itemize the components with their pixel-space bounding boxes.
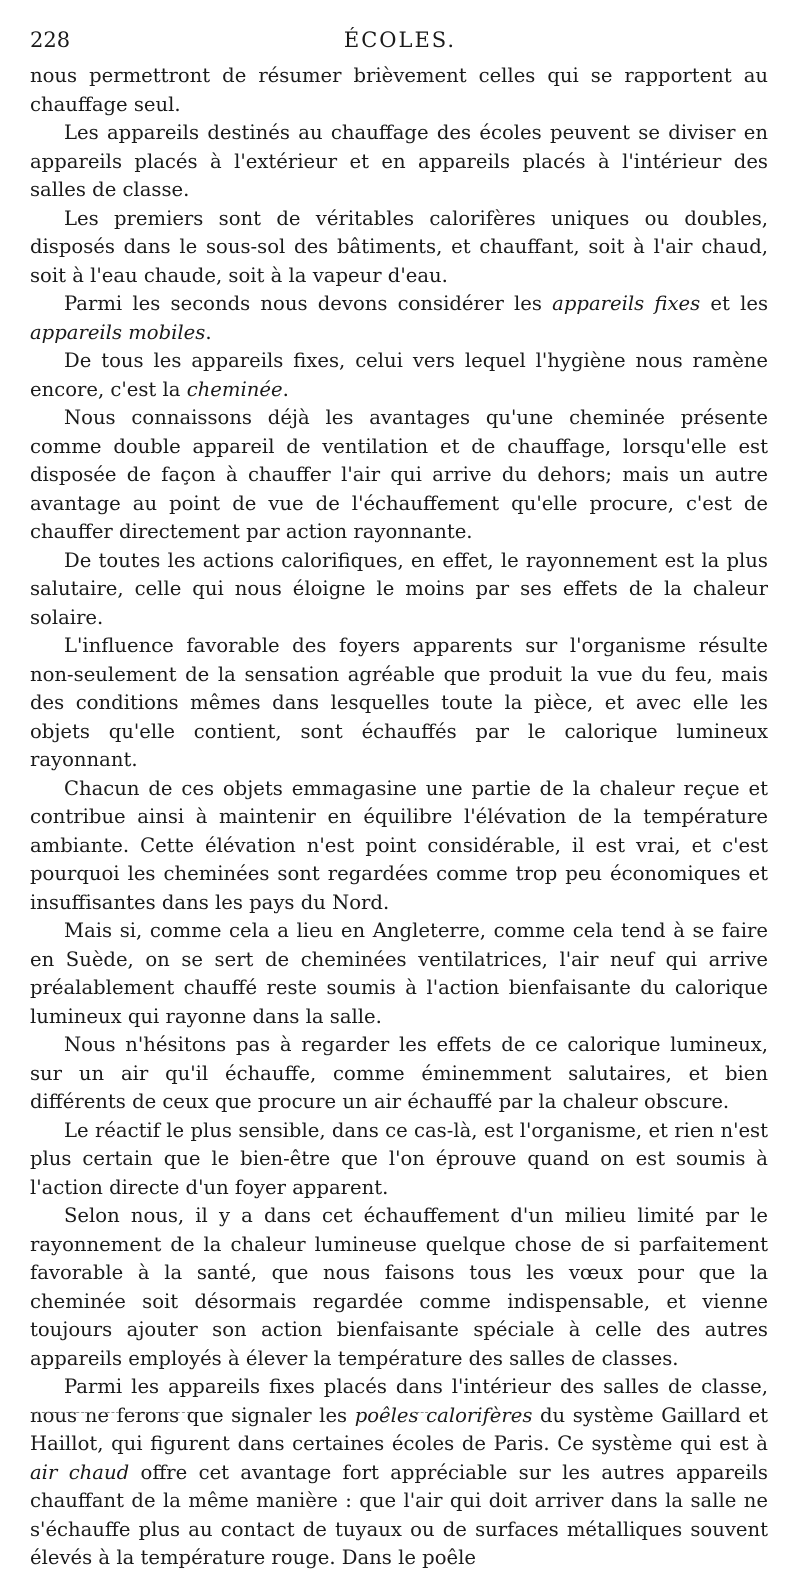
text-run: Selon nous, il y a dans cet échauffement d'un milieu limité par le rayonnement de la chaleur lumineuse quelque chose de si parfaitement favorable à la santé, que nous faisons tous les vœux pour que la cheminée soit désormais regardée comme indispensable, et vienne toujours ajouter son action bienfaisante spéciale à celle des autres appareils employés à élever la température des salles de classes.: [30, 1204, 768, 1370]
paragraph: [30, 404, 768, 547]
text-run: Parmi les appareils fixes placés dans l'intérieur des salles de classe, nous ne ferons que signaler les: [30, 1375, 768, 1427]
paragraph: [30, 62, 768, 119]
text-run: et les: [700, 292, 769, 315]
text-run: Parmi les seconds nous devons considérer les: [64, 292, 553, 315]
footer-print-marks: [30, 1408, 770, 1418]
text-run: offre cet avantage fort appréciable sur les autres appareils chauffant de la même manière : que l'air qui doit arriver dans la salle ne s'échauffe plus au contact de tuyaux ou de surfaces métalliques souvent élevés à la température rouge. Dans le poêle: [30, 1460, 768, 1569]
paragraph: [30, 1373, 768, 1573]
paragraph: [30, 917, 768, 1031]
paragraph: [30, 547, 768, 633]
paragraph: [30, 775, 768, 918]
paragraph: [30, 290, 768, 347]
print-mark: [412, 1412, 428, 1413]
italic-term: air chaud: [30, 1460, 130, 1484]
text-run: Chacun de ces objets emmagasine une partie de la chaleur reçue et contribue ainsi à maintenir en équilibre l'élévation de la température ambiante. Cette élévation n'est point considérable, il est vrai, et c'est pourquoi les cheminées sont regardées comme trop peu économiques et insuffisantes dans les pays du Nord.: [30, 776, 768, 914]
page-number: 228: [30, 28, 71, 52]
chapter-title: ÉCOLES.: [343, 28, 457, 52]
paragraph: [30, 347, 768, 404]
text-run: Nous n'hésitons pas à regarder les effets de ce calorique lumineux, sur un air qu'il échauffe, comme éminemment salutaires, et bien différents de ceux que procure un air échauffé par la chaleur obscure.: [30, 1033, 768, 1113]
paragraph: [30, 119, 768, 205]
text-run: du système Gaillard et Haillot, qui figurent dans certaines écoles de Paris. Ce système qui est à: [30, 1403, 769, 1455]
body-text: [30, 62, 768, 1573]
italic-term: appareils mobiles: [30, 320, 206, 344]
print-mark: [146, 1412, 190, 1413]
italic-term: poêles calorifères: [354, 1403, 533, 1427]
text-run: nous permettront de résumer brièvement celles qui se rapportent au chauffage seul.: [30, 64, 768, 116]
print-mark: [102, 1412, 138, 1413]
print-mark: [684, 1412, 690, 1413]
text-run: Nous connaissons déjà les avantages qu'une cheminée présente comme double appareil de ventilation et de chauffage, lorsqu'elle est disposée de façon à chauffer l'air qui arrive du dehors; mais un autre avantage au point de vue de l'échauffement qu'elle procure, c'est de chauffer directement par action rayonnante.: [30, 406, 768, 543]
paragraph: [30, 1117, 768, 1203]
text-run: Les premiers sont de véritables calorifères uniques ou doubles, disposés dans le sous-sol des bâtiments, et chauffant, soit à l'air chaud, soit à l'eau chaude, soit à la vapeur d'eau.: [30, 206, 768, 287]
running-head: [30, 28, 770, 58]
paragraph: [30, 205, 768, 291]
italic-term: cheminée: [186, 377, 283, 401]
text-run: De tous les appareils fixes, celui vers lequel l'hygiène nous ramène encore, c'est la: [30, 349, 768, 401]
paragraph: [30, 632, 768, 775]
text-run: Les appareils destinés au chauffage des écoles peuvent se diviser en appareils placés à l'extérieur et en appareils placés à l'intérieur des salles de classe.: [30, 121, 768, 201]
paragraph: [30, 1031, 768, 1117]
text-run: Mais si, comme cela a lieu en Angleterre, comme cela tend à se faire en Suède, on se sert de cheminées ventilatrices, l'air neuf qui arrive préalablement chauffé reste soumis à l'action bienfaisante du calorique lumineux qui rayonne dans la salle.: [30, 919, 768, 1028]
text-run: Le réactif le plus sensible, dans ce cas-là, est l'organisme, et rien n'est plus certain que le bien-être que l'on éprouve quand on est soumis à l'action directe d'un foyer apparent.: [30, 1118, 768, 1199]
text-run: L'influence favorable des foyers apparents sur l'organisme résulte non-seulement de la sensation agréable que produit la vue du feu, mais des conditions mêmes dans lesquelles toute la pièce, et avec elle les objets qu'elle contient, sont échauffés par le calorique lumineux rayonnant.: [30, 634, 768, 771]
print-mark: [32, 1412, 94, 1413]
text-run: .: [282, 377, 289, 401]
italic-term: appareils fixes: [552, 292, 701, 315]
paragraph: [30, 1202, 768, 1373]
text-run: De toutes les actions calorifiques, en effet, le rayonnement est la plus salutaire, celle qui nous éloigne le moins par ses effets de la chaleur solaire.: [30, 548, 768, 629]
text-run: .: [205, 320, 212, 344]
